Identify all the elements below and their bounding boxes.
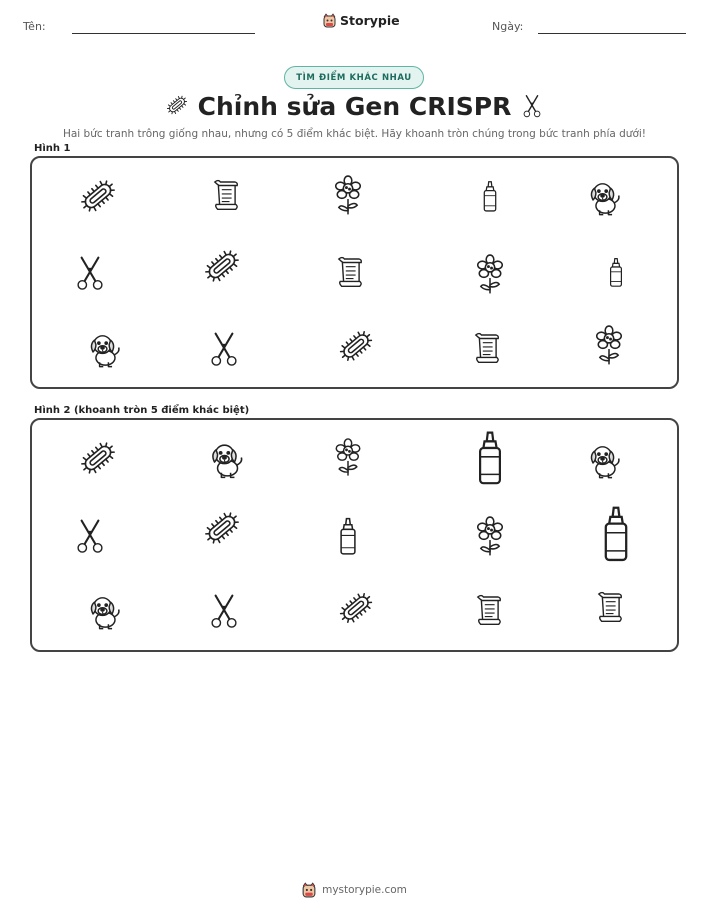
flower-icon[interactable]: [325, 173, 371, 219]
name-line[interactable]: [72, 33, 255, 34]
scissors-icon[interactable]: [203, 590, 245, 632]
puppy-icon[interactable]: [82, 589, 126, 633]
flower-icon[interactable]: [586, 323, 632, 369]
bottle-icon[interactable]: [582, 501, 650, 569]
picture2-label: Hình 2 (khoanh tròn 5 điểm khác biệt): [34, 405, 250, 416]
date-line[interactable]: [538, 33, 686, 34]
bacteria-icon[interactable]: [200, 244, 244, 288]
scissors-icon[interactable]: [69, 515, 111, 557]
scroll-icon[interactable]: [589, 587, 631, 629]
footer: [0, 882, 709, 898]
scissors-icon[interactable]: [203, 328, 245, 370]
date-label: Ngày:: [492, 20, 524, 33]
bottle-icon[interactable]: [325, 514, 371, 560]
puppy-icon[interactable]: [582, 175, 626, 219]
scroll-icon[interactable]: [468, 590, 510, 632]
picture1-label: Hình 1: [34, 143, 71, 154]
storypie-mascot-icon: [302, 882, 316, 898]
scroll-icon[interactable]: [205, 175, 247, 217]
bottle-icon[interactable]: [457, 426, 523, 492]
flower-icon[interactable]: [326, 436, 370, 480]
puppy-icon[interactable]: [203, 436, 249, 482]
bottle-icon[interactable]: [471, 178, 509, 216]
bacteria-icon[interactable]: [335, 587, 377, 629]
bacteria-icon[interactable]: [76, 436, 120, 480]
scroll-icon[interactable]: [466, 328, 508, 370]
puppy-icon[interactable]: [82, 327, 126, 371]
bottle-icon[interactable]: [598, 255, 634, 291]
scissors-icon[interactable]: [69, 252, 111, 294]
name-label: Tên:: [23, 20, 46, 33]
flower-icon[interactable]: [467, 252, 513, 298]
page-title: Chỉnh sửa Gen CRISPR: [197, 92, 512, 121]
brand-logo: [323, 13, 400, 28]
bacteria-icon[interactable]: [200, 506, 244, 550]
storypie-mascot-icon: [323, 13, 336, 28]
instructions: Hai bức tranh trông giống nhau, nhưng có 5 điểm khác biệt. Hãy khoanh tròn chúng trong bức tranh phía dưới!: [62, 128, 647, 140]
bacteria-icon[interactable]: [76, 174, 120, 218]
brand-name: Storypie: [340, 13, 400, 28]
bacteria-icon[interactable]: [335, 325, 377, 367]
puppy-icon[interactable]: [582, 438, 626, 482]
scroll-icon[interactable]: [329, 252, 371, 294]
activity-tag: TÌM ĐIỂM KHÁC NHAU: [284, 66, 424, 89]
footer-site: mystorypie.com: [322, 884, 407, 896]
scissors-icon: [518, 92, 546, 124]
flower-icon[interactable]: [467, 514, 513, 560]
